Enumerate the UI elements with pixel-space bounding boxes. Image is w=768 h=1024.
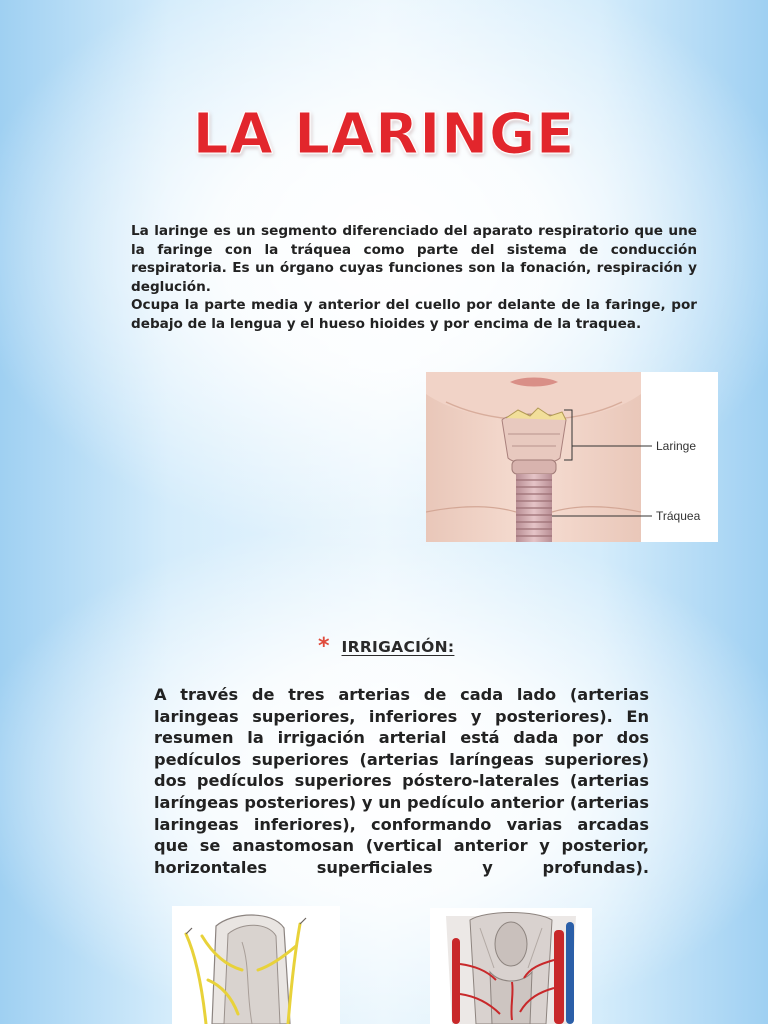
slide-title: LA LARINGE: [192, 102, 576, 167]
larynx-nerves-figure: [172, 906, 340, 1024]
asterisk-bullet-icon: *: [318, 634, 330, 659]
larynx-nerves-illustration: [172, 906, 340, 1024]
irrigacion-heading: [318, 634, 455, 659]
larynx-arteries-illustration: [430, 908, 592, 1024]
larynx-arteries-figure: [430, 908, 592, 1024]
label-traquea: Tráquea: [656, 509, 701, 523]
irrigacion-text: A través de tres arterias de cada lado (arterias laringeas superiores, inferiores y posteriores). En resumen la irrigación arterial está dada por dos pedículos superiores (arterias laríngeas superiores) dos pedículos superiores póstero-laterales (arterias laríngeas posteriores) y un pedículo anterior (arterias laringeas inferiores), conformando varias arcadas que se anastomosan (vertical anterior y posterior, horizontales superficiales y profundas).: [154, 685, 649, 877]
irrigacion-title: IRRIGACIÓN:: [341, 638, 455, 656]
intro-paragraph-1: La laringe es un segmento diferenciado del aparato respiratorio que une la faringe con la tráquea como parte del sistema de conducción respiratoria. Es un órgano cuyas funciones son la fonación, respiración y deglución.: [131, 223, 697, 295]
intro-paragraph-2: Ocupa la parte media y anterior del cuello por delante de la faringe, por debajo de la lengua y el hueso hioides y por encima de la traquea.: [131, 297, 697, 332]
label-laringe: Laringe: [656, 439, 697, 453]
larynx-location-figure: [426, 372, 718, 542]
intro-text-block: [131, 222, 697, 334]
